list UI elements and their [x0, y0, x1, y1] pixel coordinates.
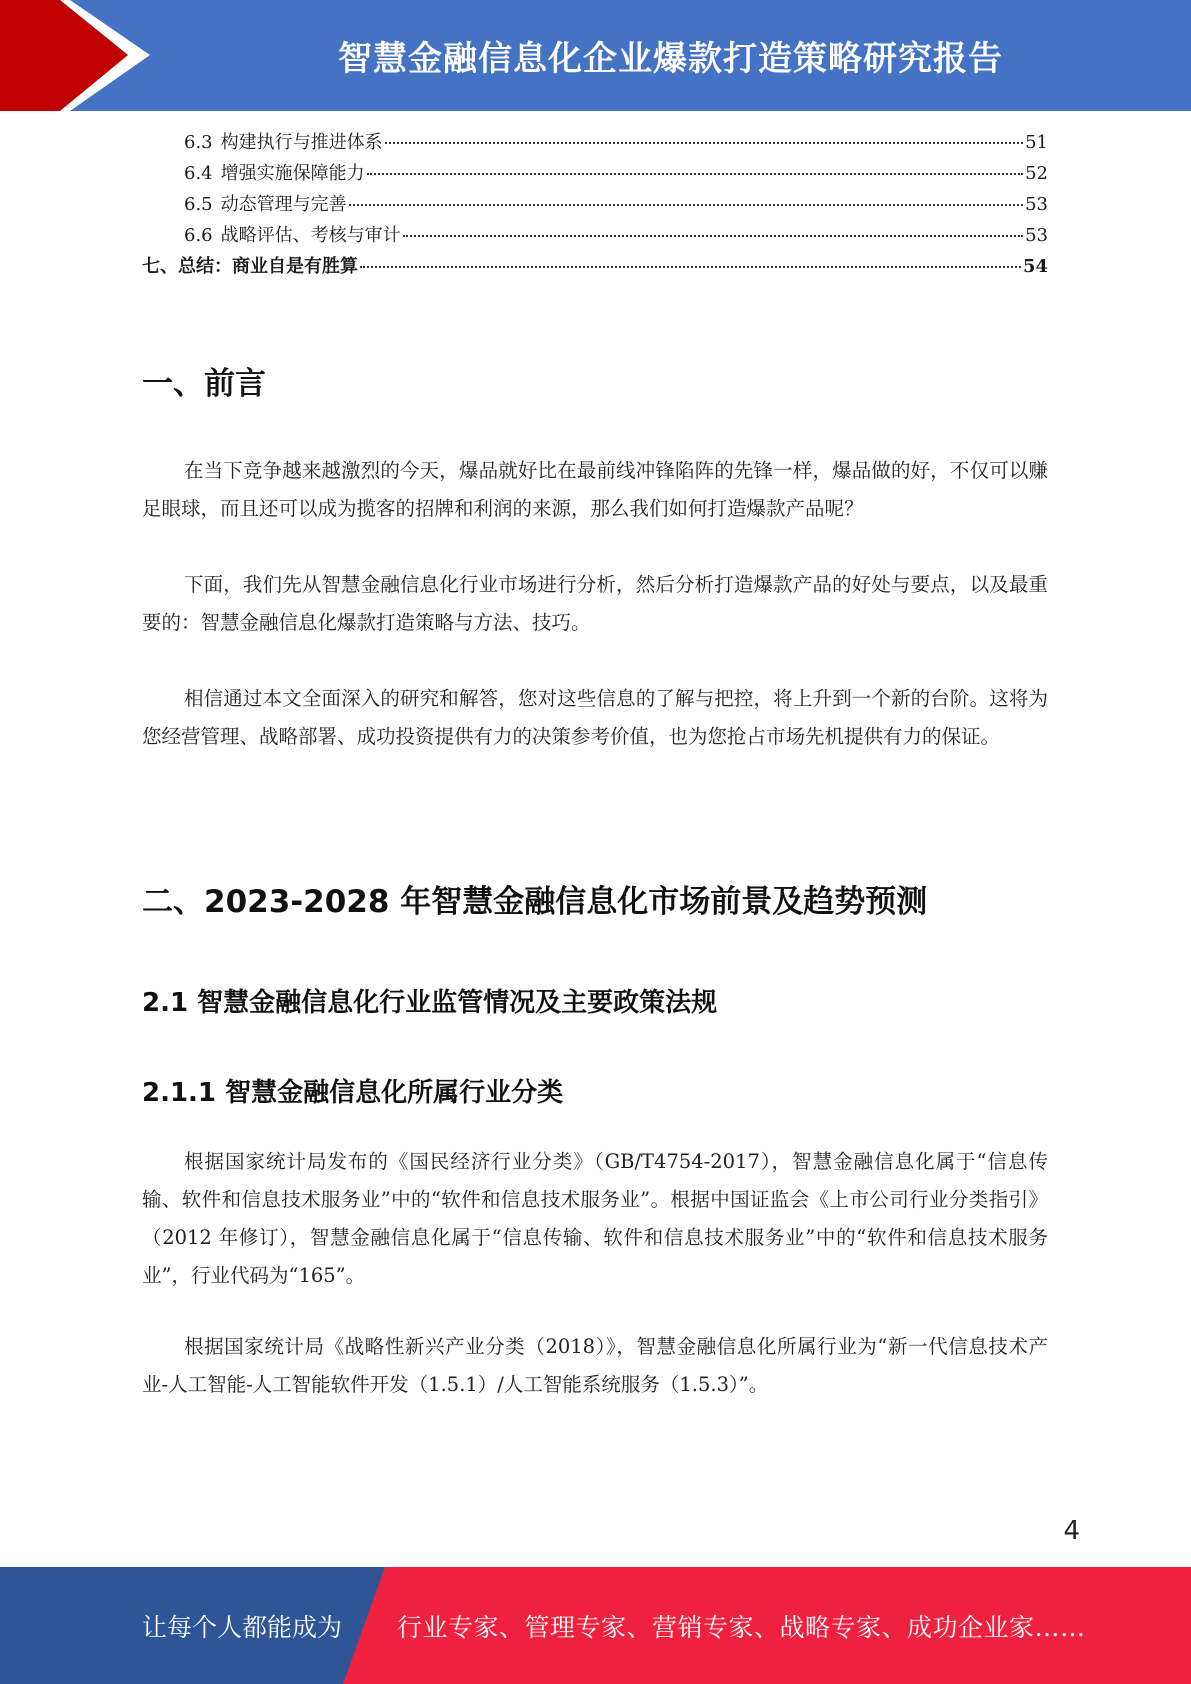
toc-entry-page: 51 — [1025, 132, 1048, 153]
toc-entry-title: 七、总结：商业自是有胜算 — [142, 256, 358, 277]
paragraph: 下面，我们先从智慧金融信息化行业市场进行分析，然后分析打造爆款产品的好处与要点，以及最重要的：智慧金融信息化爆款打造策略与方法、技巧。 — [142, 573, 1048, 634]
paragraph: 相信通过本文全面深入的研究和解答，您对这些信息的了解与把控，将上升到一个新的台阶。这将为您经营管理、战略部署、成功投资提供有力的决策参考价值，也为您抢占市场先机提供有力的保证。 — [142, 687, 1048, 748]
subsection-heading: 2.1.1 智慧金融信息化所属行业分类 — [142, 1078, 564, 1108]
toc-entry-page: 54 — [1022, 256, 1048, 277]
footer-slogan-right: 行业专家、管理专家、营销专家、战略专家、成功企业家…… — [397, 1612, 1086, 1642]
toc-entry-title: 构建执行与推进体系 — [220, 132, 383, 153]
toc-leader-dots — [403, 235, 1023, 237]
toc-entry[interactable] — [142, 159, 1048, 190]
paragraph: 根据国家统计局《战略性新兴产业分类（2018）》，智慧金融信息化所属行业为“新一代信息技术产业-人工智能-人工智能软件开发（1.5.1）/人工智能系统服务（1.5.3）”。 — [142, 1335, 1048, 1396]
toc-entry[interactable] — [142, 221, 1048, 252]
paragraph: 根据国家统计局发布的《国民经济行业分类》（GB/T4754-2017），智慧金融信息化属于“信息传输、软件和信息技术服务业”中的“软件和信息技术服务业”。根据中国证监会《上市公司行业分类指引》（2012 年修订），智慧金融信息化属于“信息传输、软件和信息技术服务业”中的“软件和信息技术服务业”，行业代码为“165”。 — [142, 1150, 1048, 1287]
toc-entry-number: 6.5 — [184, 194, 213, 215]
table-of-contents — [142, 128, 1048, 283]
toc-leader-dots — [385, 142, 1023, 144]
section-heading-market-outlook: 二、2023-2028 年智慧金融信息化市场前景及趋势预测 — [142, 884, 928, 920]
toc-entry[interactable] — [142, 128, 1048, 159]
toc-leader-dots — [349, 204, 1023, 206]
toc-entry-number: 6.6 — [184, 225, 213, 246]
paragraph: 在当下竞争越来越激烈的今天，爆品就好比在最前线冲锋陷阵的先锋一样，爆品做的好，不仅可以赚足眼球，而且还可以成为揽客的招牌和利润的来源，那么我们如何打造爆款产品呢？ — [142, 459, 1048, 520]
toc-entry[interactable] — [142, 252, 1048, 283]
toc-entry-number: 6.4 — [184, 163, 213, 184]
document-title: 智慧金融信息化企业爆款打造策略研究报告 — [338, 39, 1003, 79]
toc-entry-page: 52 — [1025, 163, 1048, 184]
toc-leader-dots — [360, 266, 1021, 268]
page-number: 4 — [1063, 1516, 1080, 1546]
toc-entry-title: 战略评估、考核与审计 — [220, 225, 401, 246]
toc-entry-page: 53 — [1025, 194, 1048, 215]
toc-entry-page: 53 — [1025, 225, 1048, 246]
toc-entry-title: 增强实施保障能力 — [220, 163, 365, 184]
toc-entry[interactable] — [142, 190, 1048, 221]
subsection-heading: 2.1 智慧金融信息化行业监管情况及主要政策法规 — [142, 988, 718, 1018]
page-header — [0, 0, 1191, 111]
footer-slogan-left: 让每个人都能成为 — [142, 1612, 343, 1642]
section-heading-preface: 一、前言 — [142, 366, 266, 402]
page-footer — [0, 1567, 1191, 1684]
toc-entry-title: 动态管理与完善 — [220, 194, 347, 215]
toc-leader-dots — [367, 173, 1023, 175]
toc-entry-number: 6.3 — [184, 132, 213, 153]
